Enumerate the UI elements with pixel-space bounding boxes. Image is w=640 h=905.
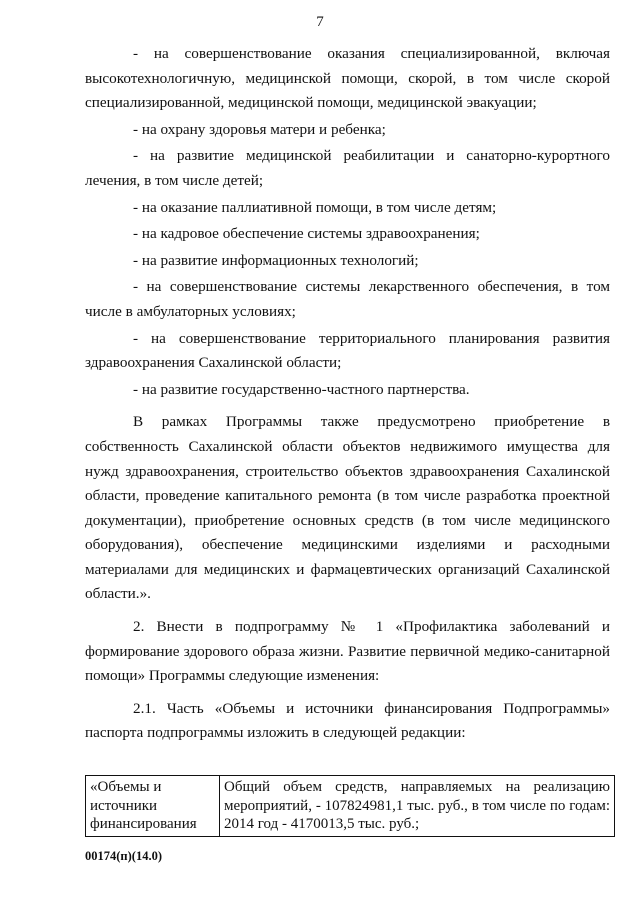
paragraph-palliative-care: - на оказание паллиативной помощи, в том числе детям;	[133, 198, 497, 216]
paragraph-it: - на развитие информационных технологий;	[133, 251, 419, 269]
table-row	[86, 776, 615, 837]
paragraph-amendment-2-1: 2.1. Часть «Объемы и источники финансирования Подпрограммы» паспорта подпрограммы изложить в следующей редакции:	[85, 699, 610, 742]
paragraph-program-acquisitions: В рамках Программы также предусмотрено приобретение в собственность Сахалинской области объектов недвижимого имущества для нужд здравоохранения, строительство объектов здравоохранения Сахалинской области, проведение капитального ремонта (в том числе разработка проектной документации), приобретение основных средств (в том числе медицинского оборудования), обеспечение медицинскими изделиями и расходными материалами для медицинских и фармацевтических организаций Сахалинской области.».	[85, 413, 610, 603]
paragraph-maternal-health: - на охрану здоровья матери и ребенка;	[133, 120, 386, 138]
document-body	[85, 42, 610, 748]
paragraph-rehabilitation: - на развитие медицинской реабилитации и санаторно-курортного лечения, в том числе детей;	[85, 147, 610, 189]
page-number: 7	[316, 14, 324, 30]
passport-table-label-cell: «Объемы и источники финансирования	[86, 776, 220, 837]
paragraph-amendment-2: 2. Внести в подпрограмму № 1 «Профилактика заболеваний и формирование здорового образа жизни. Развитие первичной медико-санитарной помощи» Программы следующие изменения:	[85, 618, 610, 685]
paragraph-ppp: - на развитие государственно-частного партнерства.	[133, 380, 470, 398]
passport-table	[85, 775, 615, 837]
paragraph-territorial-planning: - на совершенствование территориального планирования развития здравоохранения Сахалинской области;	[85, 329, 610, 372]
passport-table-value-cell: Общий объем средств, направляемых на реализацию мероприятий, - 107824981,1 тыс. руб., в том числе по годам: 2014 год - 4170013,5 тыс. руб.;	[220, 776, 615, 837]
paragraph-drug-supply: - на совершенствование системы лекарственного обеспечения, в том числе в амбулаторных условиях;	[85, 278, 610, 320]
paragraph-staffing: - на кадровое обеспечение системы здравоохранения;	[133, 225, 480, 243]
paragraph-specialized-care: - на совершенствование оказания специализированной, включая высокотехнологичную, медицинской помощи, скорой, в том числе скорой специализированной, медицинской помощи, медицинской эвакуации;	[85, 45, 610, 112]
document-code: 00174(п)(14.0)	[85, 849, 162, 863]
